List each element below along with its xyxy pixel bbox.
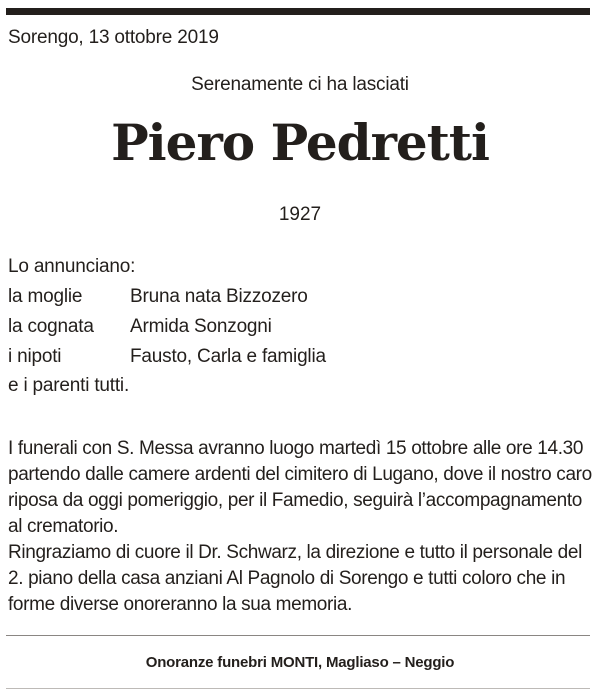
birth-year: 1927 xyxy=(278,204,322,225)
announcer-relation: la moglie xyxy=(8,286,83,307)
announcers-label: Lo annunciano: xyxy=(8,256,136,277)
funeral-paragraph: I funerali con S. Messa avranno luogo martedì 15 ottobre alle ore 14.30 partendo dalle camere ardenti del cimitero di Lugano, dove il nostro caro riposa da oggi pomeriggio, per il Famedio, seguirà l’accompagnamento al crematorio. xyxy=(8,438,592,537)
place-date: Sorengo, 13 ottobre 2019 xyxy=(8,27,219,48)
end-divider xyxy=(6,688,590,689)
announcer-row xyxy=(8,286,308,308)
announcer-names: Fausto, Carla e famiglia xyxy=(130,346,326,367)
announcer-relation: la cognata xyxy=(8,316,94,337)
announcer-row xyxy=(8,346,326,368)
footer-divider xyxy=(6,635,590,636)
thanks-paragraph: Ringraziamo di cuore il Dr. Schwarz, la direzione e tutto il personale del 2. piano della casa anziani Al Pagnolo di Sorengo e tutti coloro che in forme diverse onoreranno la sua memoria. xyxy=(8,542,582,615)
funeral-home: Onoranze funebri MONTI, Magliaso – Neggio xyxy=(145,654,455,671)
announcer-names: Bruna nata Bizzozero xyxy=(130,286,308,307)
other-relatives: e i parenti tutti. xyxy=(8,375,130,396)
announcer-row xyxy=(8,316,272,338)
announcer-relation: i nipoti xyxy=(8,346,62,367)
intro-phrase: Serenamente ci ha lasciati xyxy=(191,74,409,95)
top-rule xyxy=(6,8,590,15)
announcer-names: Armida Sonzogni xyxy=(130,316,272,337)
deceased-name: Piero Pedretti xyxy=(111,113,489,172)
